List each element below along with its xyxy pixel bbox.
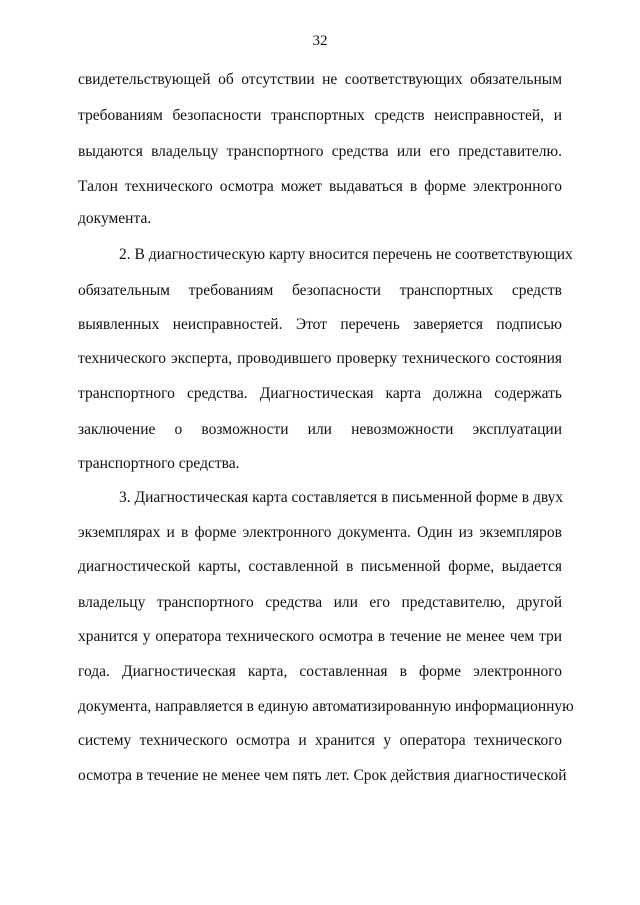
text-line: заключение о возможности или невозможности эксплуатации xyxy=(78,421,562,438)
text-line: осмотра в течение не менее чем пять лет. Срок действия диагностической xyxy=(78,767,567,784)
text-line: владельцу транспортного средства или его представителю, другой xyxy=(78,594,562,611)
text-line: документа. xyxy=(78,210,152,227)
text-line: выдаются владельцу транспортного средства или его представителю. xyxy=(78,143,562,160)
text-line: выявленных неисправностей. Этот перечень заверяется подписью xyxy=(78,316,562,333)
text-line: года. Диагностическая карта, составленная в форме электронного xyxy=(78,663,562,680)
text-line: экземплярах и в форме электронного документа. Один из экземпляров xyxy=(78,524,562,541)
text-line: технического эксперта, проводившего проверку технического состояния xyxy=(78,350,562,367)
text-line: систему технического осмотра и хранится у оператора технического xyxy=(78,732,562,749)
text-line: документа, направляется в единую автоматизированную информационную xyxy=(78,698,574,715)
page-number: 32 xyxy=(312,33,328,49)
text-line: транспортного средства. Диагностическая карта должна содержать xyxy=(78,385,562,402)
text-line: 3. Диагностическая карта составляется в письменной форме в двух xyxy=(119,489,564,506)
text-line: хранится у оператора технического осмотра в течение не менее чем три xyxy=(78,628,562,645)
text-line: 2. В диагностическую карту вносится перечень не соответствующих xyxy=(119,246,573,263)
text-line: свидетельствующей об отсутствии не соответствующих обязательным xyxy=(78,71,562,88)
text-line: диагностической карты, составленной в письменной форме, выдается xyxy=(78,558,562,575)
text-line: обязательным требованиям безопасности транспортных средств xyxy=(78,282,562,299)
text-line: транспортного средства. xyxy=(78,455,240,472)
text-line: Талон технического осмотра может выдаваться в форме электронного xyxy=(78,178,562,195)
text-line: требованиям безопасности транспортных средств неисправностей, и xyxy=(78,107,562,124)
